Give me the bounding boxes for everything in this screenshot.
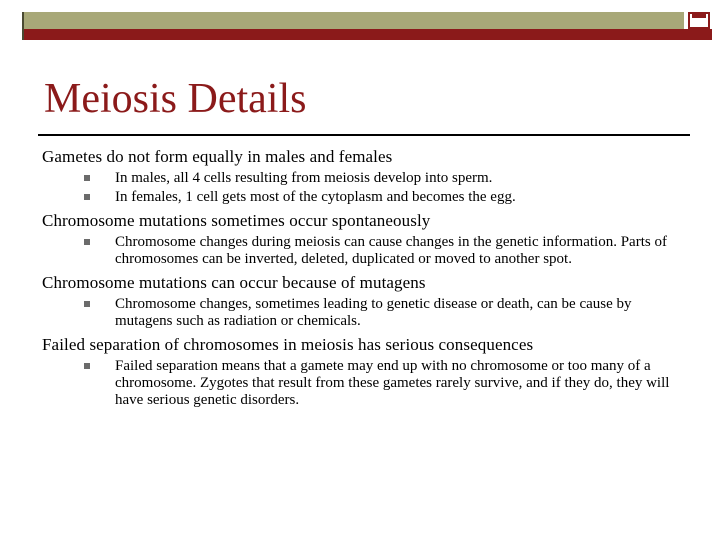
bullet-text: In females, 1 cell gets most of the cytoplasm and becomes the egg. — [115, 189, 516, 205]
square-bullet-icon — [84, 175, 90, 181]
slide-title: Meiosis Details — [44, 76, 307, 122]
header-red-bar — [22, 29, 712, 40]
bullet-item — [42, 234, 682, 268]
slide-content — [42, 146, 682, 413]
bullet-item — [42, 170, 682, 187]
section-heading: Failed separation of chromosomes in meiosis has serious consequences — [42, 335, 534, 354]
bullet-item — [42, 358, 682, 409]
bullet-text: In males, all 4 cells resulting from meiosis develop into sperm. — [115, 170, 493, 186]
section-heading: Chromosome mutations can occur because of mutagens — [42, 273, 426, 292]
bullet-text: Failed separation means that a gamete may end up with no chromosome or too many of a chromosome. Zygotes that result from these gametes rarely survive, and if they do, they will have serious genetic disorders. — [115, 358, 670, 408]
section-heading: Chromosome mutations sometimes occur spontaneously — [42, 211, 431, 230]
title-underline — [38, 134, 690, 136]
section-heading: Gametes do not form equally in males and females — [42, 147, 393, 166]
bullet-item — [42, 296, 682, 330]
bullet-item — [42, 189, 682, 206]
square-bullet-icon — [84, 239, 90, 245]
bullet-list — [42, 170, 682, 206]
bullet-list — [42, 296, 682, 330]
bullet-list — [42, 358, 682, 409]
header-left-rule — [22, 12, 24, 40]
header-corner-stripe — [692, 14, 706, 18]
bullet-text: Chromosome changes during meiosis can cause changes in the genetic information. Parts of chromosomes can be inverted, deleted, duplicated or moved to another spot. — [115, 234, 667, 267]
bullet-text: Chromosome changes, sometimes leading to genetic disease or death, can be cause by mutagens such as radiation or chemicals. — [115, 296, 632, 329]
square-bullet-icon — [84, 301, 90, 307]
header-olive-bar — [22, 12, 684, 29]
bullet-list — [42, 234, 682, 268]
square-bullet-icon — [84, 194, 90, 200]
square-bullet-icon — [84, 363, 90, 369]
